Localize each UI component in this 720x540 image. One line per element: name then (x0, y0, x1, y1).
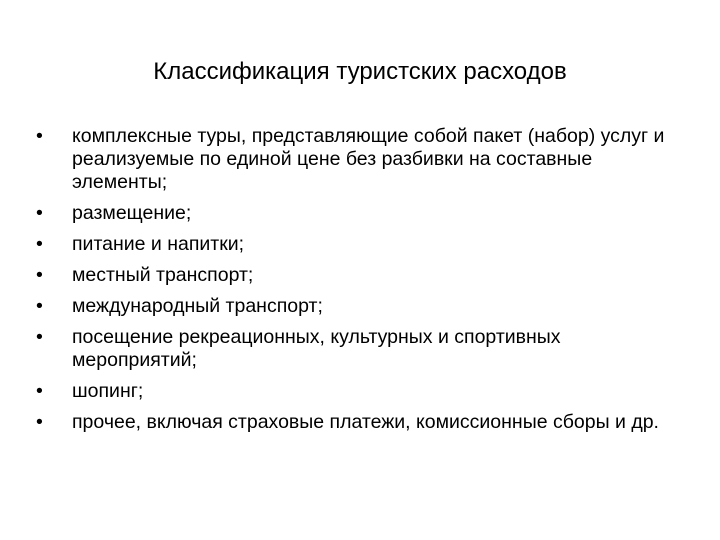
bullet-icon: • (36, 326, 43, 348)
list-item-text: размещение; (72, 202, 192, 224)
list-item (36, 233, 676, 256)
bullet-icon: • (36, 125, 43, 147)
list-item-text: шопинг; (72, 380, 144, 402)
list-item-text: международный транспорт; (72, 295, 323, 317)
bullet-icon: • (36, 264, 43, 286)
bullet-icon: • (36, 233, 43, 255)
list-item (36, 411, 676, 434)
list-item-text: питание и напитки; (72, 233, 245, 255)
bullet-icon: • (36, 202, 43, 224)
list-item (36, 202, 676, 225)
list-item (36, 326, 676, 372)
list-item (36, 264, 676, 287)
list-item-text: местный транспорт; (72, 264, 254, 286)
bullet-icon: • (36, 295, 43, 317)
list-item (36, 380, 676, 403)
list-item-text: прочее, включая страховые платежи, комиссионные сборы и др. (72, 411, 659, 433)
list-item (36, 125, 676, 194)
list-item-text: комплексные туры, представляющие собой пакет (набор) услуг и реализуемые по единой цене без разбивки на составные элементы; (72, 125, 665, 193)
slide-title: Классификация туристских расходов (153, 58, 567, 85)
bullet-icon: • (36, 411, 43, 433)
list-item (36, 295, 676, 318)
bullet-icon: • (36, 380, 43, 402)
list-item-text: посещение рекреационных, культурных и спортивных мероприятий; (72, 326, 561, 371)
bullet-list (36, 125, 676, 442)
